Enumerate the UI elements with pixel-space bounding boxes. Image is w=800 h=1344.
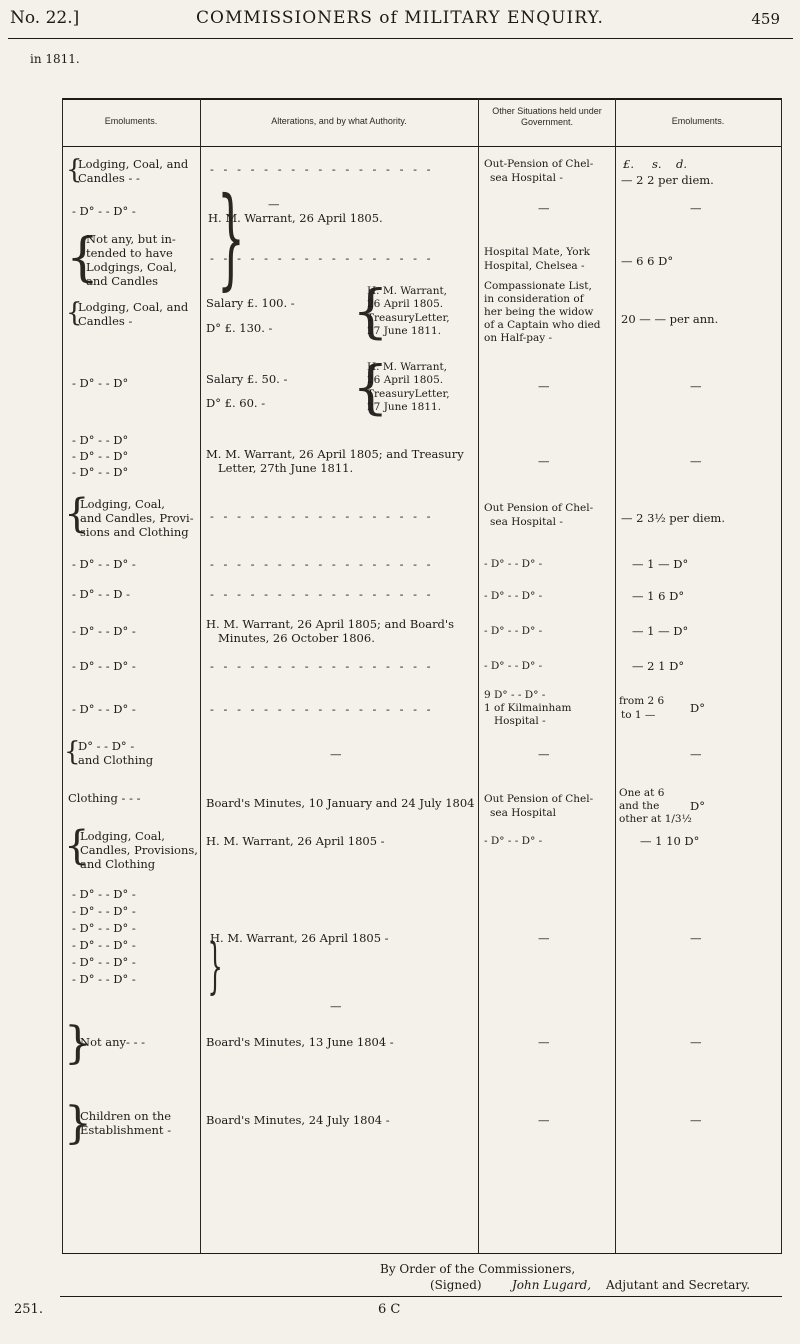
alteration-hm-treasury: Letter, 27th June 1811. — [218, 461, 354, 475]
other-situation: - D° - - D° - — [484, 558, 543, 570]
dash-mark: — — [330, 747, 342, 761]
table-row: Establishment - — [80, 1123, 172, 1137]
table-row: Children on the — [80, 1109, 172, 1123]
other-situation: 9 D° - - D° - — [484, 689, 546, 701]
footer-order: By Order of the Commissioners, — [380, 1262, 576, 1276]
alteration-hm-board: H. M. Warrant, 26 April 1805; and Board's — [206, 617, 454, 631]
table-row: Candles - - — [78, 171, 140, 185]
column-divider — [615, 98, 616, 1253]
alteration-hm-board: Minutes, 26 October 1806. — [218, 631, 375, 645]
subtitle: in 1811. — [30, 52, 80, 66]
money-value: — 2 1 D° — [632, 659, 685, 673]
table-row: - D° - - D° - — [72, 887, 136, 901]
money-value: and the — [619, 800, 660, 812]
dash-leader: - - - - - - - - - - - - - - - - - — [210, 659, 434, 673]
table-row: - D° - - D° - — [72, 557, 136, 571]
dash-mark: — — [690, 747, 702, 761]
table-row: Not any, but in- — [86, 232, 176, 246]
signature-mark: 6 C — [378, 1302, 401, 1317]
header-rule — [8, 38, 793, 39]
table-row: - D° - - D° - — [72, 204, 136, 218]
other-situation: - D° - - D° - — [484, 590, 543, 602]
brace-icon: { — [352, 353, 389, 421]
column-header-alterations: Alterations, and by what Authority. — [271, 116, 407, 126]
authority-line: H. M. Warrant, — [367, 285, 448, 297]
other-situation: Out Pension of Chel- — [484, 793, 594, 805]
other-situation: 1 of Kilmainham — [484, 702, 572, 714]
table-right-border — [781, 98, 782, 1253]
table-bottom-rule — [62, 1253, 782, 1254]
pound-header: £. — [623, 157, 634, 171]
dash-mark: — — [538, 1113, 550, 1127]
dash-mark: — — [538, 201, 550, 215]
salary-100: Salary £. 100. - — [206, 296, 295, 310]
other-situation: Compassionate List, — [484, 280, 592, 292]
column-header-emoluments-2: Emoluments. — [671, 116, 725, 126]
money-value: from 2 6 — [619, 695, 665, 707]
dash-mark: — — [690, 454, 702, 468]
column-divider — [478, 98, 479, 1253]
other-situation: sea Hospital - — [490, 516, 563, 528]
table-row: Candles, Provisions, — [80, 843, 198, 857]
table-row: - D° - - D° — [72, 376, 129, 390]
footer-title: Adjutant and Secretary. — [606, 1278, 751, 1292]
table-header-rule — [62, 146, 782, 147]
table-row: - D° - - D° - — [72, 955, 136, 969]
table-row: Lodging, Coal, — [80, 829, 165, 843]
footer-name: John Lugard, — [512, 1278, 592, 1292]
brace-icon: { — [64, 823, 90, 869]
table-row: and Candles — [86, 274, 159, 288]
alteration-board-june: Board's Minutes, 13 June 1804 - — [206, 1035, 394, 1049]
dash-leader: - - - - - - - - - - - - - - - - - — [210, 251, 434, 265]
column-header-emoluments: Emoluments. — [104, 116, 158, 126]
authority-line: 26 April 1805. — [367, 298, 444, 310]
money-value: — 2 2 per diem. — [621, 173, 714, 187]
money-value: — 1 — D° — [632, 624, 689, 638]
table-row: Lodgings, Coal, — [86, 260, 177, 274]
table-row: and Clothing — [78, 753, 154, 767]
dash-mark: — — [538, 931, 550, 945]
brace-icon: } — [64, 1018, 92, 1069]
dash-mark: — — [690, 379, 702, 393]
money-value: — 1 10 D° — [640, 834, 700, 848]
brace-icon: { — [64, 491, 90, 537]
other-situation: - D° - - D° - — [484, 835, 543, 847]
money-value: — 1 6 D° — [632, 589, 685, 603]
brace-icon: { — [66, 228, 100, 288]
salary-60: D° £. 60. - — [206, 396, 266, 410]
money-value: to 1 — — [621, 709, 656, 721]
table-row: - D° - - D° — [72, 449, 129, 463]
other-situation: Out-Pension of Chel- — [484, 158, 594, 170]
dash-leader: - - - - - - - - - - - - - - - - - — [210, 557, 434, 571]
table-row: D° - - D° - — [78, 739, 135, 753]
other-situation: - D° - - D° - — [484, 660, 543, 672]
footer-rule — [60, 1296, 782, 1297]
brace-icon: { — [66, 155, 83, 185]
dash-mark: — — [538, 379, 550, 393]
table-row: sions and Clothing — [80, 525, 189, 539]
other-situation: on Half-pay - — [484, 332, 553, 344]
dash-leader: - - - - - - - - - - - - - - - - - — [210, 587, 434, 601]
salary-130: D° £. 130. - — [206, 321, 273, 335]
table-row: Lodging, Coal, and — [78, 157, 189, 171]
authority-line: TreasuryLetter, — [367, 388, 450, 400]
money-value: D° — [690, 701, 705, 715]
alteration-hm-1805: H. M. Warrant, 26 April 1805 - — [210, 931, 389, 945]
bottom-page-number: 251. — [14, 1302, 43, 1317]
other-situation: sea Hospital — [490, 807, 556, 819]
table-row: - D° - - D° — [72, 465, 129, 479]
table-row: - D° - - D° — [72, 433, 129, 447]
brace-icon: { — [352, 277, 389, 345]
alteration-hm-treasury: M. M. Warrant, 26 April 1805; and Treasury — [206, 447, 464, 461]
dash-mark: — — [690, 1113, 702, 1127]
table-row: - D° - - D° - — [72, 938, 136, 952]
dash-mark: — — [330, 999, 342, 1013]
table-top-rule — [62, 98, 782, 100]
dash-leader: - - - - - - - - - - - - - - - - - — [210, 702, 434, 716]
alteration-hm-1805: H. M. Warrant, 26 April 1805 - — [206, 834, 385, 848]
table-row: and Clothing — [80, 857, 156, 871]
money-value: One at 6 — [619, 787, 665, 799]
other-situation: Hospital - — [494, 715, 546, 727]
running-title: COMMISSIONERS of MILITARY ENQUIRY. — [196, 8, 604, 28]
pence-header: d. — [676, 157, 688, 171]
dash-leader: - - - - - - - - - - - - - - - - - — [210, 162, 434, 176]
other-situation: Hospital, Chelsea - — [484, 260, 585, 272]
other-situation: - D° - - D° - — [484, 625, 543, 637]
dash-mark: — — [538, 1035, 550, 1049]
money-value: 20 — — per ann. — [621, 312, 719, 326]
table-row: Candles - — [78, 314, 133, 328]
authority-line: 27 June 1811. — [367, 325, 442, 337]
dash-mark: — — [268, 197, 280, 211]
money-value: — 1 — D° — [632, 557, 689, 571]
dash-mark: — — [538, 454, 550, 468]
table-row: - D° - - D - — [72, 587, 131, 601]
alteration-hm-warrant: H. M. Warrant, 26 April 1805. — [208, 211, 383, 225]
money-value: — 6 6 D° — [621, 254, 674, 268]
shilling-header: s. — [652, 157, 662, 171]
dash-mark: — — [690, 201, 702, 215]
other-situation: sea Hospital - — [490, 172, 563, 184]
table-row: - D° - - D° - — [72, 904, 136, 918]
other-situation: of a Captain who died — [484, 319, 601, 331]
table-row: and Candles, Provi- — [80, 511, 194, 525]
table-row: Clothing - - - — [68, 791, 141, 805]
table-row: - D° - - D° - — [72, 659, 136, 673]
right-brace-icon: } — [207, 931, 223, 1001]
alteration-board-july: Board's Minutes, 24 July 1804 - — [206, 1113, 390, 1127]
dash-mark: — — [690, 1035, 702, 1049]
money-value: other at 1/3½ — [619, 813, 692, 825]
dash-leader: - - - - - - - - - - - - - - - - - — [210, 509, 434, 523]
brace-icon: } — [64, 1098, 92, 1149]
salary-50: Salary £. 50. - — [206, 372, 288, 386]
table-row: Not any- - - — [80, 1035, 145, 1049]
other-situation: in consideration of — [484, 293, 584, 305]
other-situation: Hospital Mate, York — [484, 246, 590, 258]
alteration-board-1804: Board's Minutes, 10 January and 24 July 1804 — [206, 796, 475, 810]
authority-line: H. M. Warrant, — [367, 361, 448, 373]
page-number: 459 — [751, 10, 780, 28]
other-situation: Out Pension of Chel- — [484, 502, 594, 514]
right-brace-icon: } — [217, 173, 245, 301]
column-divider — [200, 98, 201, 1253]
authority-line: TreasuryLetter, — [367, 312, 450, 324]
money-value: D° — [690, 799, 705, 813]
page-section-number: No. 22.] — [10, 8, 80, 28]
table-row: - D° - - D° - — [72, 972, 136, 986]
table-row: tended to have — [86, 246, 173, 260]
column-header-other-situations: Other Situations held under Government. — [492, 106, 602, 127]
table-row: Lodging, Coal, and — [78, 300, 189, 314]
table-row: - D° - - D° - — [72, 921, 136, 935]
brace-icon: { — [64, 737, 81, 767]
table-row: - D° - - D° - — [72, 702, 136, 716]
dash-mark: — — [690, 931, 702, 945]
authority-line: 27 June 1811. — [367, 401, 442, 413]
authority-line: 26 April 1805. — [367, 374, 444, 386]
table-left-border — [62, 98, 63, 1253]
table-row: - D° - - D° - — [72, 624, 136, 638]
brace-icon: { — [66, 298, 83, 328]
table-row: Lodging, Coal, — [80, 497, 165, 511]
footer-signed: (Signed) — [430, 1278, 482, 1292]
money-value: — 2 3½ per diem. — [621, 511, 725, 525]
dash-mark: — — [538, 747, 550, 761]
other-situation: her being the widow — [484, 306, 594, 318]
